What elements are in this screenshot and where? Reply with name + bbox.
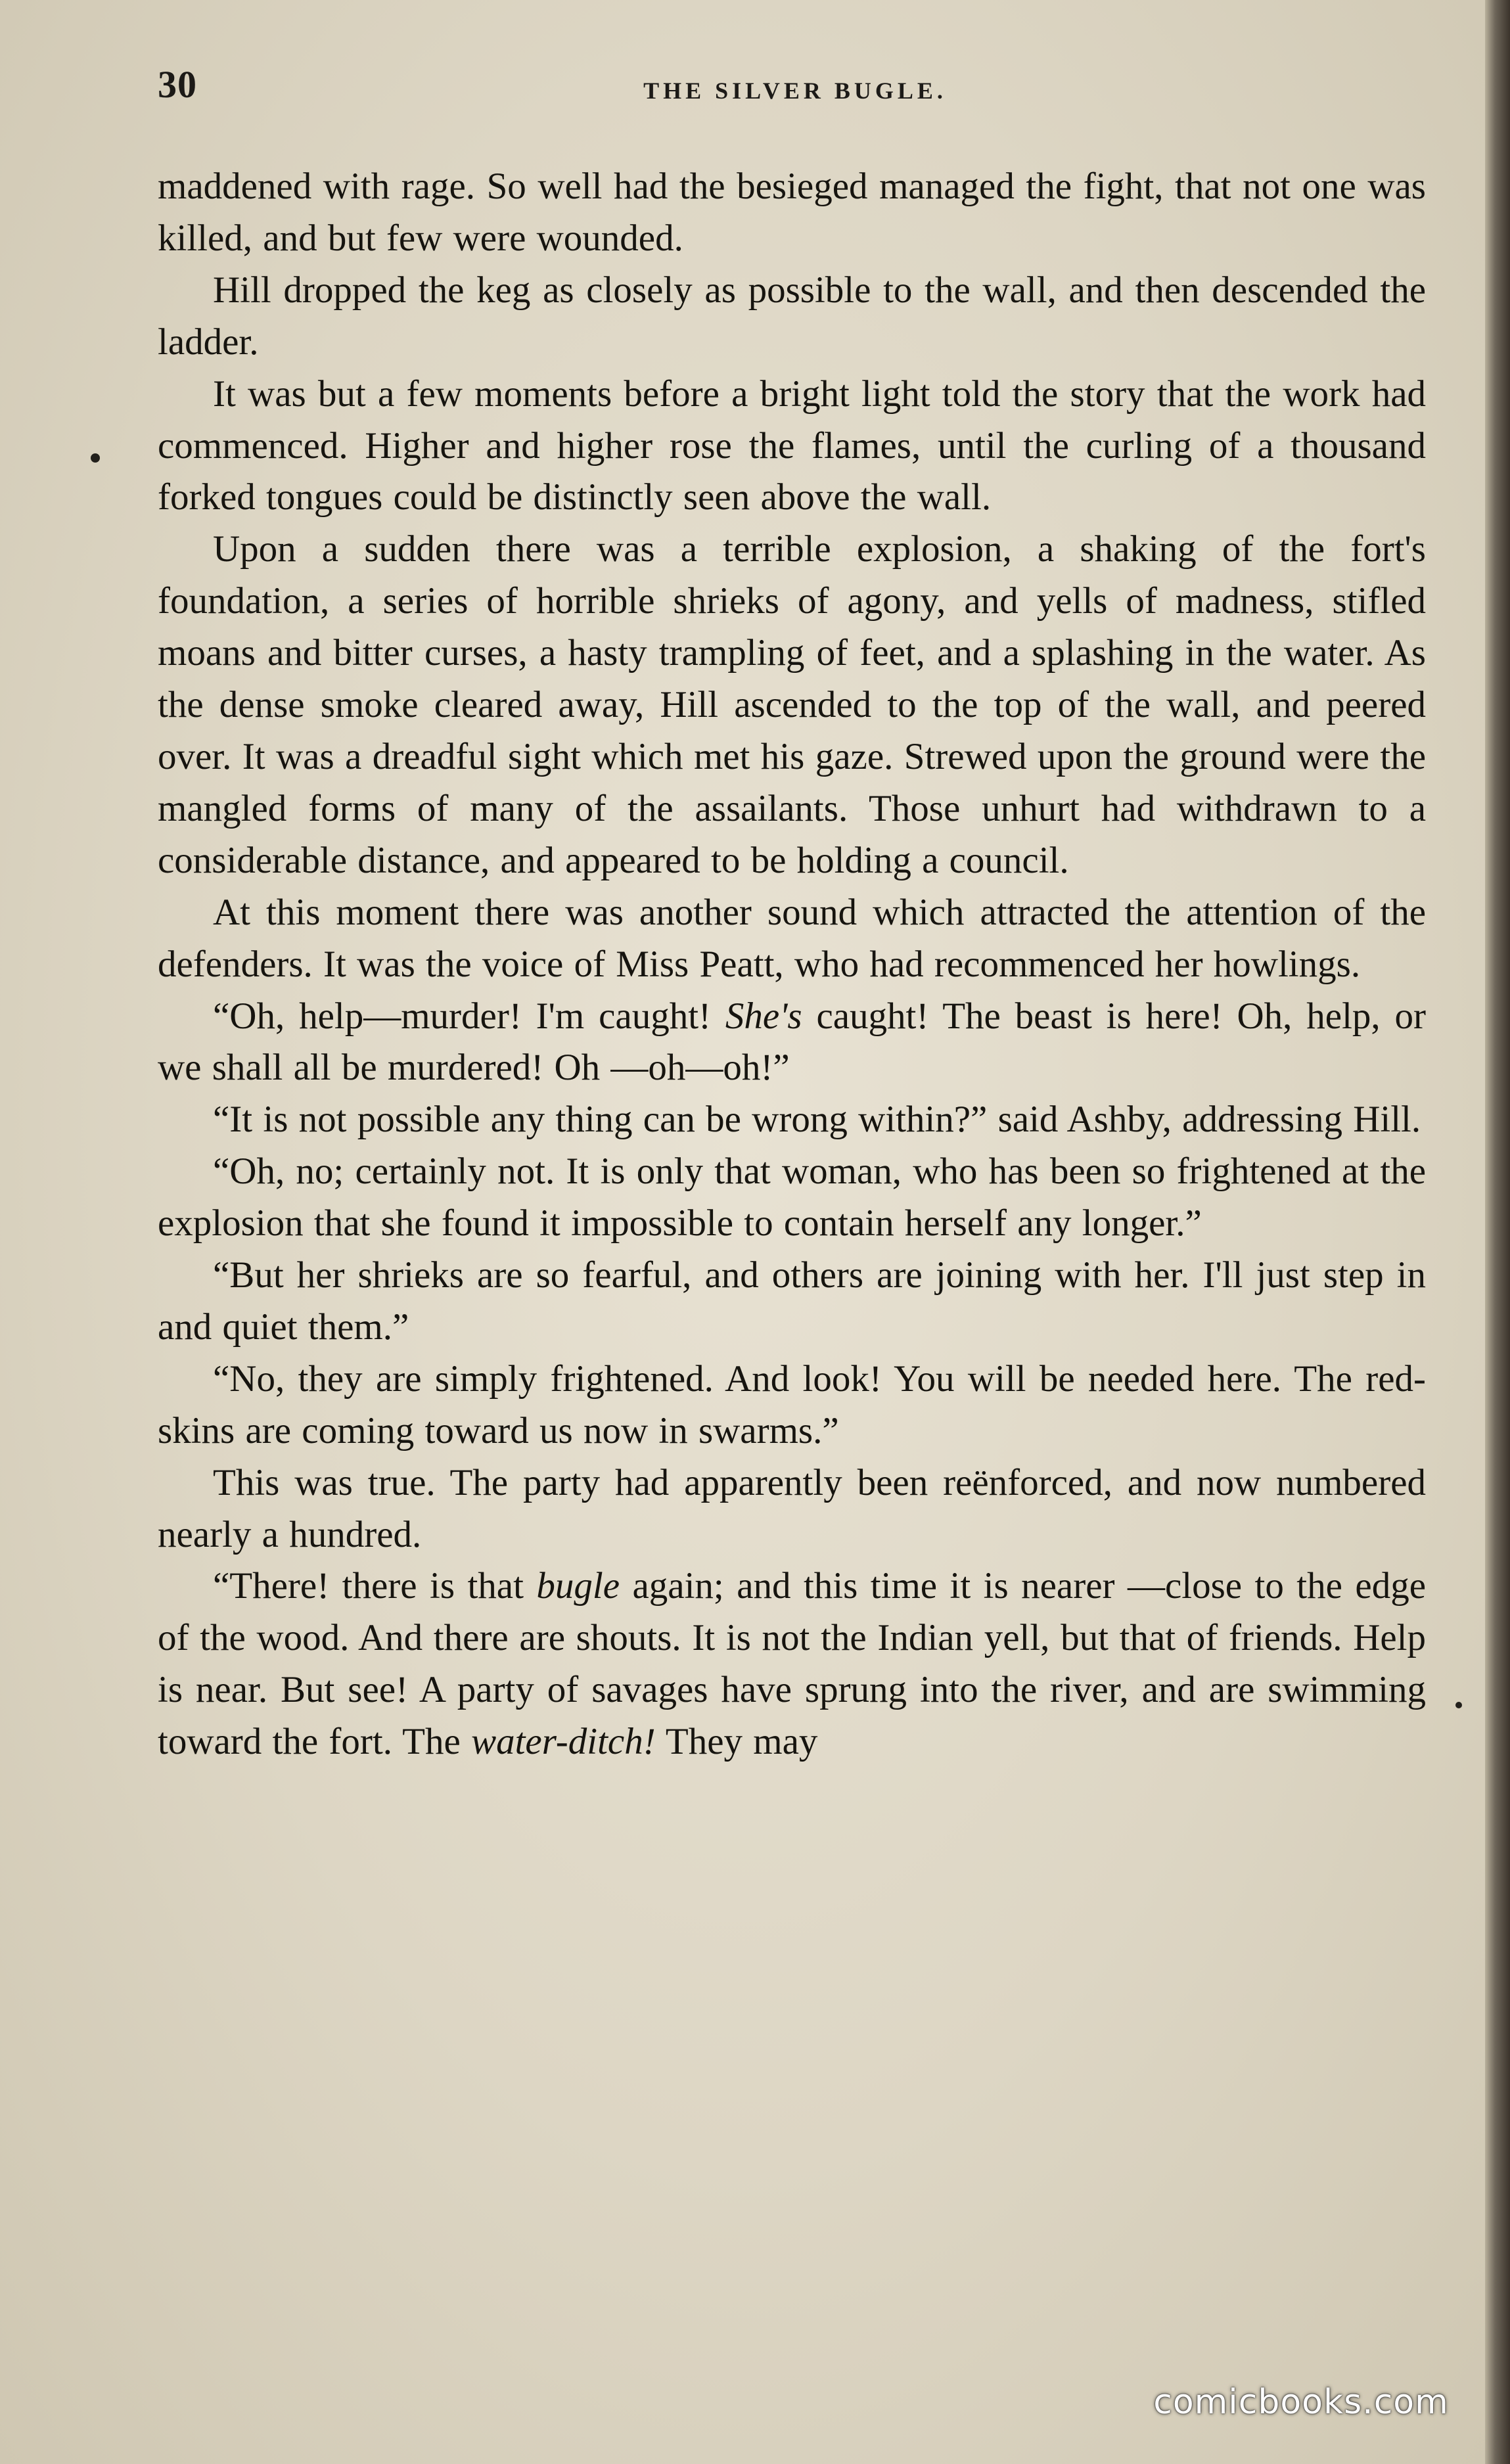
page-header bbox=[158, 62, 1432, 122]
paragraph-8: “Oh, no; certainly not. It is only that woman, who has been so frightened at the explosion that she found it impossible to contain herself any longer.” bbox=[158, 1151, 1426, 1244]
paragraph-11: This was true. The party had apparently been reënforced, and now numbered nearly a hundred. bbox=[158, 1461, 1426, 1555]
page-edge-shadow bbox=[1485, 0, 1510, 2464]
paragraph-6-text-b: caught! The beast is here! Oh, help, or we shall all be murdered! Oh —oh—oh!” bbox=[158, 995, 1426, 1089]
paragraph-5: At this moment there was another sound which attracted the attention of the defenders. It was the voice of Miss Peatt, who had recommenced her howlings. bbox=[158, 891, 1426, 985]
paragraph-12-text-b: again; and this time it is nearer —close to the edge of the wood. And there are shouts. It is not the Indian yell, but that of friends. Help is near. But see! A party of savages have sprung into the river, and are swimming toward the fort. The bbox=[158, 1565, 1426, 1763]
paragraph-12 bbox=[158, 1561, 1426, 1768]
print-speck bbox=[91, 453, 100, 463]
paragraph-4: Upon a sudden there was a terrible explosion, a shaking of the fort's foundation, a series of horrible shrieks of agony, and yells of madness, stifled moans and bitter curses, a hasty trampling of feet, and a splashing in the water. As the dense smoke cleared away, Hill ascended to the top of the wall, and peered over. It was a dreadful sight which met his gaze. Strewed upon the ground were the mangled forms of many of the assailants. Those unhurt had withdrawn to a considerable distance, and appeared to be holding a council. bbox=[158, 528, 1426, 881]
paragraph-12-text-a: “There! there is that bbox=[213, 1565, 537, 1607]
paragraph-1: maddened with rage. So well had the besieged managed the fight, that not one was killed, and but few were wounded. bbox=[158, 166, 1426, 259]
watermark-text: comicbooks.com bbox=[1153, 2383, 1449, 2422]
paragraph-12-emphasis-water-ditch: water-ditch! bbox=[471, 1721, 656, 1763]
running-head: THE SILVER BUGLE. bbox=[643, 78, 947, 104]
paragraph-3: It was but a few moments before a bright light told the story that the work had commenced. Higher and higher rose the flames, until the curling of a thousand forked tongues could be distinctly seen above the wall. bbox=[158, 373, 1426, 518]
paragraph-6-text-a: “Oh, help—murder! I'm caught! bbox=[213, 995, 725, 1037]
paragraph-6-emphasis: She's bbox=[725, 995, 802, 1037]
paragraph-9: “But her shrieks are so fearful, and others are joining with her. I'll just step in and quiet them.” bbox=[158, 1254, 1426, 1348]
paragraph-6 bbox=[158, 991, 1426, 1095]
print-speck bbox=[1455, 1702, 1462, 1708]
paragraph-2: Hill dropped the keg as closely as possible to the wall, and then descended the ladder. bbox=[158, 269, 1426, 363]
paragraph-10: “No, they are simply frightened. And look! You will be needed here. The red-skins are coming toward us now in swarms.” bbox=[158, 1357, 1426, 1451]
body-text bbox=[158, 161, 1426, 1768]
page-number: 30 bbox=[158, 63, 197, 106]
paragraph-12-text-c: They may bbox=[655, 1721, 818, 1763]
paragraph-7: “It is not possible any thing can be wrong within?” said Ashby, addressing Hill. bbox=[213, 1099, 1421, 1141]
paragraph-12-emphasis-bugle: bugle bbox=[536, 1565, 620, 1607]
